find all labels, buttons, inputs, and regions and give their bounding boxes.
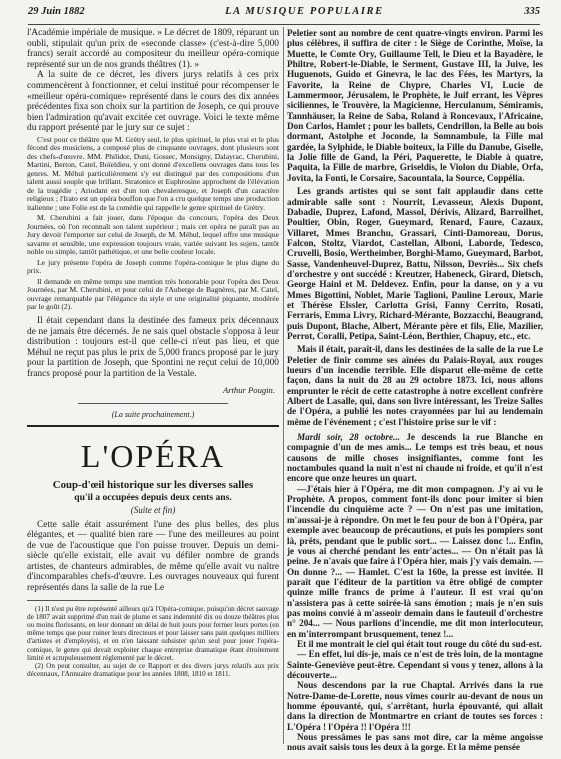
report-quote: C'est pour ce théâtre que M. Grétry seul, le plus spirituel, le plus vrai et le plus fécond des musiciens, a composé plus de cinquante ouvrages, dont plusieurs sont des chefs-d'œuvre. MM. Philidor, Duni, Gossec, Monsigny, Dalayrac, Cherubini, Martini, Berton, Catel, Boïeldieu, y ont donné d'excellens ouvrages dans tous les genres. M. Méhul particulièrement s'y est distingué par des compositions d'un talent aussi souple que brillant. Stratonice et Euphrosine approchent de l'élévation de la tragédie ; Ariodant est d'un ton chevaleresque, et Joseph d'un caractère religieux ; l'Irato est un opéra bouffon que l'on a cru quelque temps une production italienne ; une Folie est de la comédie qui rappelle le genre spirituel de Grétry.: [27, 134, 279, 212]
paragraph: Il était cependant dans la destinée des fameux prix décennaux de ne jamais être décernés. Je ne sais quel obstacle s'opposa à leur distribution : toujours est-il que celle-ci n'eut pas lieu, et que Méhul ne reçut pas plus le prix de 5,000 francs proposé par le jury pour la partition de Joseph, que Spontini ne reçut celui de 10,000 francs proposé pour la partition de la Vestale.: [27, 315, 279, 379]
article-continuation: (Suite et fin): [130, 504, 176, 515]
paragraph: Mais il était, paraît-il, dans les destinées de la salle de la rue Le Peletier de finir comme ses aînées du Palais-Royal, aux rouges lueurs d'un incendie terrible. Elle disparut elle-même de cette façon, dans la nuit du 28 au 29 octobre 1873. Ici, nous allons emprunter le récit de cette catastrophe à notre excellent confrère Albert de Lasalle, qui, dans son livre intéressant, les Treize Salles de l'Opéra, a publié les notes crayonnées par lui au lendemain même de l'événement ; c'est l'histoire prise sur le vif :: [287, 344, 543, 427]
report-quote: Il demande en même temps une mention très honorable pour l'opéra des Deux Journées, par M. Cherubini, et pour celui de l'Auberge de Bagnères, par M. Catel, ouvrage remarquable par l'élégance du style et une originalité piquante, modérée par le goût (2).: [27, 276, 279, 312]
footnote-rule: [27, 600, 117, 601]
paragraph: — En effet, lui dis-je, mais ce n'est de très loin, de la montagne Sainte-Geneviève peut-être. Cependant si vous y tenez, allons à la découverte...: [287, 649, 543, 680]
paragraph: Peletier sont au nombre de cent quatre-vingts environ. Parmi les plus célèbres, il suffira de citer : le Siège de Corinthe, Moïse, la Muette, le Comte Ory, Guillaume Tell, le Dieu et la Bayadère, le Philtre, Robert-le-Diable, le Serment, Gustave III, la Juive, les Huguenots, Guido et Ginevra, le lac des Fées, les Martyrs, la Favorite, la Reine de Chypre, Charles VI, Lucie de Lammermoor, Jérusalem, le Prophète, le Juif errant, les Vêpres siciliennes, le Trouvère, la Magicienne, Herculanum, Sémiramis, Tannhäuser, la Reine de Saba, Roland à Roncevaux, l'Africaine, Don Carlos, Hamlet ; pour les ballets, Cendrillon, la Belle au bois dormant, Astolphe et Joconde, la Somnambule, la Fille mal gardée, la Sylphide, le Diable boiteux, la Fille du Danube, Giselle, la Jolie fille de Gand, la Péri, Paquerette, le Diable à quatre, Paquita, la Fille de marbre, Griseldis, le Violon du Diable, Orfa, Jovita, la Fonti, le Corsaire, Sacountala, la Source, Coppélia.: [287, 28, 543, 183]
article-subtitle: Coup-d'œil historique sur les diverses salles: [52, 478, 254, 491]
diary-text: Je descends la rue Blanche en compagnie d'un de mes amis... Le temps est très beau, et nous causons de mille choses insignifiantes, comme font les noctambules quand la nuit n'est ni chaude ni froide, et qu'il n'est encore que onze heures un quart.: [287, 432, 543, 484]
article-subtitle: qu'il a occupées depuis deux cents ans.: [74, 491, 232, 503]
paragraph: [287, 432, 543, 484]
section-divider: [78, 403, 228, 404]
column-divider: [283, 27, 284, 744]
diary-date: Mardi soir, 28 octobre...: [297, 432, 400, 443]
report-quote: Le jury présente l'opéra de Joseph comme l'opéra-comique le plus digne du prix.: [27, 257, 279, 276]
author-signature: Arthur Pougin.: [222, 384, 275, 395]
footnote: (1) Il n'est pu être représenté ailleurs qu'à l'Opéra-comique, puisqu'un décret sauvage de 1807 avait supprimé d'un trait de plume et sans indemnité dix ou douze théâtres plus ou moins florissants, en leur donnant un délai de huit jours pour fermer leurs portes (en même temps que pour ruiner leurs directeurs et pour laisser sans pain quelques milliers d'artistes et d'employés), et en n'en laissant subsister qu'un seul pour jouer l'opéra-comique, le genre qui devait exploiter chaque entreprise dramatique étant étroitement limité et scrupuleusement réglementé par le décret.: [27, 604, 279, 662]
paragraph: Et il me montrait le ciel qui était tout rouge du côté du sud-est.: [297, 638, 542, 649]
report-quote: M. Cherubini a fait jouer, dans l'époque du concours, l'opéra des Deux Journées, où l'on reconnaît son talent supérieur ; mais cet opéra ne paraît pas au Jury devoir l'emporter sur celui de Joseph, de M. Méhul, lequel offre une musique savante et sensible, une expression toujours vraie, variée suivant les sujets, tantôt noble ou simple, tantôt pathétique, et une belle couleur locale.: [27, 213, 279, 257]
publication-title: LA MUSIQUE POPULAIRE: [225, 6, 384, 17]
paragraph: l'Académie impériale de musique. » Le décret de 1809, réparant un oubli, stipulait qu'un prix de «seconde classe» (c'est-à-dire 5,000 francs) serait accordé au compositeur du meilleur opéra-comique représenté sur un de nos grands théâtres (1). »: [27, 28, 279, 70]
right-column: [287, 28, 543, 753]
paragraph: Cette salle était assurément l'une des plus belles, des plus élégantes, et — qualité bien rare — l'une des meilleures au point de vue de l'acoustique que l'on puisse trouver. Depuis un demi-siècle qu'elle existait, elle avait vu défiler nombre de grands artistes, de chanteurs admirables, de même qu'elle avait vu naître d'incomparables chefs-d'œuvre. Les ouvrages nouveaux qui furent représentés dans la salle de la rue Le: [27, 519, 279, 594]
paragraph: Les grands artistes qui se sont fait applaudir dans cette admirable salle sont : Nourrit, Levasseur, Alexis Dupont, Dabadie, Duprez, Lafond, Massol, Dérivis, Alizard, Barroilhet, Poultier, Obin, Roger, Gueymard, Renard, Faure, Cazaux, Villaret, Mmes Branchu, Grassari, Cinti-Damoreau, Dorus, Falcon, Stoltz, Viardot, Castellan, Alboni, Laborde, Tedesco, Cruvelli, Bosio, Wertheimber, Borghi-Mamo, Gueymard, Barbot, Sasse, Vandenheuvel-Duprez, Battu, Nilsson, Devriès... Six chefs d'orchestre y ont succédé : Kreutzer, Habeneck, Girard, Dietsch, George Hainl et M. Deldevez. Enfin, pour la danse, on y a vu Mmes Bigottini, Noblet, Marie Taglioni, Pauline Leroux, Marie et Thérèse Elssler, Carlotta Grisi, Fanny Cerrito, Rosati, Ferraris, Emma Livry, Richard-Mérante, Bozzacchi, Beaugrand, puis Dupont, Blache, Albert, Mérante père et fils, Elie, Mazilier, Perrot, Coralli, Petipa, Saint-Léon, Berthier, Chapuy, etc., etc.: [287, 186, 543, 341]
header-rule: [28, 24, 540, 25]
article-title: L'OPÉRA: [80, 437, 226, 474]
section-rule: [27, 425, 279, 427]
paragraph: —J'étais hier à l'Opéra, me dit mon compagnon. J'y ai vu le Prophète. A propos, comment font-ils donc pour imiter si bien l'incendie du cinquième acte ? — On n'est pas une imitation, m'aussai-je à répondre. On met le feu pour de bon à l'Opéra, par exemple avec beaucoup de précautions, et puis les pompiers sont là, prêts, pendant que le public sort... — Laissez donc !... Enfin, je vous ai cherché pendant les entr'actes... — On n'était pas là peine. Je n'avais que faire à l'Opéra hier, mais j'y vais demain. — On donne ?... — Hamlet. C'est la 160e, la presse est invitée. Il paraît que l'éditeur de la partition va être obligé de compter quinze mille francs de prime à l'auteur. Il est vrai qu'on n'assistera pas à cette soirée-là sans émotion ; mais je n'en suis pas moins convié à m'asseoir demain dans le fauteuil d'orchestre n° 204... — Nous parlions d'incendie, me dit mon interlocuteur, en m'interrompant brusquement, tenez !...: [287, 483, 543, 639]
left-column: [27, 28, 279, 678]
continuation-note: (La suite prochainement.): [111, 409, 195, 419]
paragraph: A la suite de ce décret, les divers jurys relatifs à ces prix commencèrent à fonctionner, et celui institué pour récompenser le «meilleur opéra-comique» représenté dans le cours des dix années précédentes fixa son choix sur la partition de Joseph, ce qui prouve bien l'admiration qu'avait excitée cet ouvrage. Voici le texte même du rapport présenté par le jury sur ce sujet :: [27, 70, 279, 134]
page-number: 335: [524, 6, 540, 17]
footnote: (2) On peut consulter, au sujet de ce Rapport et des divers jurys relatifs aux prix décennaux, l'Annuaire dramatique pour les années 1808, 1810 et 1811.: [27, 662, 279, 679]
page-header: [28, 6, 540, 22]
paragraph: Nous descendons par la rue Chaptal. Arrivés dans la rue Notre-Dame-de-Lorette, nous vîmes courir au-devant de nous un homme épouvanté, qui, s'arrêtant, hurla épouvanté, qui allait dans la direction de Montmartre en criant de toutes ses forces : L'Opéra ! l'Opéra !! l'Opéra !!!: [287, 680, 543, 732]
paragraph: Nous pressâmes le pas sans mot dire, car la même angoisse nous avait saisis tous les deux à la gorge. Et la même pensée: [287, 732, 543, 753]
issue-date: 29 Juin 1882: [28, 6, 85, 17]
